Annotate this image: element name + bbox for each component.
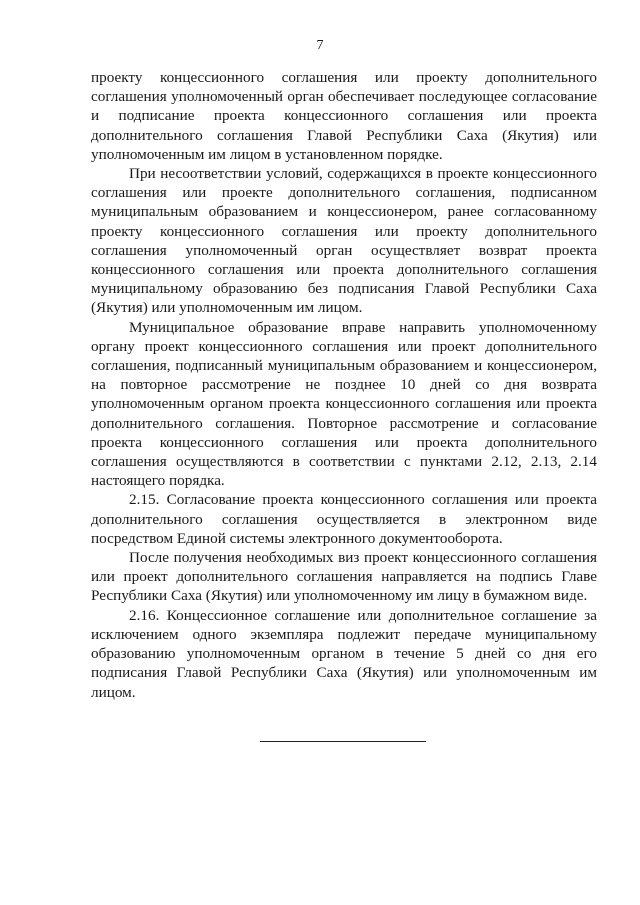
paragraph-continuation: проекту концессионного соглашения или проекту дополнительного соглашения уполномоченный орган обеспечивает последующее согласование и подписание проекта концессионного соглашения или проекта дополнительного соглашения Главой Республики Саха (Якутия) или уполномоченным им лицом в установленном порядке. [91,69,597,163]
paragraph-mismatch-return: При несоответствии условий, содержащихся в проекте концессионного соглашения или проекте дополнительного соглашения, подписанном муниципальным образованием и концессионером, ранее согласованному проекту концессионного соглашения или проекту дополнительного соглашения уполномоченный орган осуществляет возврат проекта концессионного соглашения или проекта дополнительного соглашения муниципальному образованию без подписания Главой Республики Саха (Якутия) или уполномоченным им лицом. [91,165,597,317]
paragraph-signature-paper: После получения необходимых виз проект концессионного соглашения или проект дополнительного соглашения направляется на подпись Главе Республики Саха (Якутия) или уполномоченному им лицу в бумажном виде. [91,549,597,605]
paragraph-resubmission: Муниципальное образование вправе направить уполномоченному органу проект концессионного соглашения или проект дополнительного соглашения, подписанный муниципальным образованием и концессионером, на повторное рассмотрение не позднее 10 дней со дня возврата уполномоченным органом проекта концессионного соглашения или проекта дополнительного соглашения. Повторное рассмотрение и согласование проекта концессионного соглашения или проекта дополнительного соглашения осуществляются в соответствии с пунктами 2.12, 2.13, 2.14 настоящего порядка. [91,318,597,490]
paragraph-clause-2-15: 2.15. Согласование проекта концессионного соглашения или проекта дополнительного соглашения осуществляется в электронном виде посредством Единой системы электронного документооборота. [91,491,597,547]
closing-divider-line [260,741,426,742]
paragraph-clause-2-16: 2.16. Концессионное соглашение или дополнительное соглашение за исключением одного экземпляра подлежит передаче муниципальному образованию уполномоченным органом в течение 5 дней со дня его подписания Главой Республики Саха (Якутия) или уполномоченным им лицом. [91,606,597,701]
page-number: 7 [316,38,324,53]
document-body [91,68,597,702]
